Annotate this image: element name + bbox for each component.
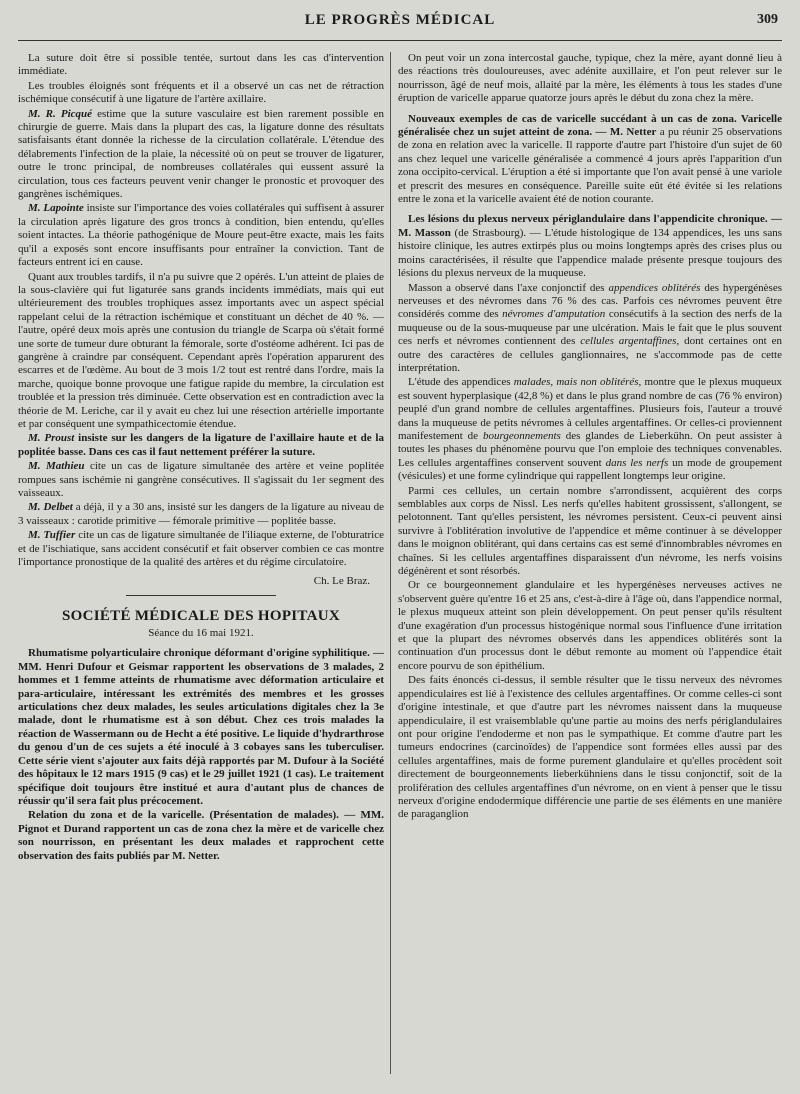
text-columns — [18, 52, 782, 1074]
paragraph: M. Delbet a déjà, il y a 30 ans, insisté sur les dangers de la ligature au niveau de 3 vaisseaux : carotide primitive — fémorale primitive — poplitée basse. — [18, 501, 384, 527]
speaker-name: M. R. Picqué — [28, 107, 93, 120]
column-divider — [390, 52, 391, 1074]
page-header — [18, 0, 782, 41]
speaker-name: M. Mathieu — [28, 460, 85, 473]
speaker-name: M. Tuffier — [28, 529, 76, 542]
paragraph: Quant aux troubles tardifs, il n'a pu suivre que 2 opérés. L'un atteint de plaies de la sous-clavière qui fut ligaturée sans grands incidents immédiats, mais qui eut ultérieurement des troubles trophiques assez importants avec un aspect spécial rappelant celui de la rétraction ischémique et constituant un déchet de 40 %. — l'autre, opéré deux mois après une contusion du triangle de Scarpa où s'était formé une sorte de tumeur dure obturant la fémorale, sorte d'ostéome adhérent. Ici pas de gangrène à craindre par conséquent. Cependant après l'opération apparurent des escarres et de l'œdème. Au bout de 3 mois 1/2 tout est rentré dans l'ordre, mais la marche, quoique bonne provoque une fatigue rapide du membre, la circulation est troublée et la pression très diminuée. Cette observation est en contradiction avec la théorie de M. Leriche, car il y avait eu chez lui une résection artérielle importante et par conséquent une sympathicectomie étendue. — [18, 270, 384, 430]
speaker-name: M. Delbet — [28, 501, 73, 514]
paragraph: L'étude des appendices malades, mais non oblitérés, montre que le plexus muqueux est souvent hyperplasique (42,8 %) et dans le plus grand nombre de cas (76 % environ) peuplé d'un grand nombre de cellules argentaffines. Plusieurs fois, l'auteur a trouvé dans la muqueuse de petits névromes à cellules argentaffines. Or celles-ci proviennent manifestement de bourgeonnements des glandes de Lieberkühn. On peut assister à toutes les phases du phénomène pourvu que l'on emploie des techniques convenables. Les cellules argentaffines conservent souvent dans les nerfs un mode de groupement (vésicules) et une forme cylindrique qui rappellent longtemps leur origine. — [398, 376, 782, 483]
paragraph: Des faits énoncés ci-dessus, il semble résulter que le tissu nerveux des névromes appendiculaires est lié à l'existence des cellules argentaffines. Or comme celles-ci sont d'origine intestinale, et que d'autre part les névromes naissent dans la muqueuse appendiculaire, il est vraisemblable qu'une partie au moins des nerfs périglandulaires ont pour origine l'endoderme et non pas le sympathique. Et comme d'autre part les tumeurs endocrines (carcinoïdes) de l'appendice sont formées elles aussi par des cellules argentaffines, mais de forme purement glandulaire et qu'elles procèdent soit directement de bourgeonnements lieberkühniens dans le tissu conjonctif, soit de la prolifération des cellules argentaffines d'un névrome, on en vient à penser que le tissu nerveux d'origine endodermique différencie une partie de ses éléments en une manière de paraganglion — [398, 674, 782, 821]
page-number: 309 — [757, 12, 778, 27]
running-title: LE PROGRÈS MÉDICAL — [304, 12, 496, 28]
right-column — [398, 52, 782, 1074]
paragraph: Les lésions du plexus nerveux périglandulaire dans l'appendicite chronique. — M. Masson (de Strasbourg). — L'étude histologique de 134 appendices, les uns sans histoire clinique, les autres extirpés plus ou moins longtemps après des crises plus ou moins caractérisées, il résulte que l'appendice malade présente presque toujours des lésions du plexus nerveux de la muqueuse. — [398, 213, 782, 280]
paragraph: M. Lapointe insiste sur l'importance des voies collatérales qui suffisent à assurer la circulation après ligature des gros troncs à condition, bien entendu, qu'elles soient intactes. La théorie pathogénique de Moure peut-être exacte, mais les faits qu'il a exposés sont encore insuffisants pour entraîner la conviction. Tant de facteurs entrent ici en cause. — [18, 202, 384, 269]
paragraph: Rhumatisme polyarticulaire chronique déformant d'origine syphilitique. — MM. Henri Dufour et Geismar rapportent les observations de 3 malades, 2 hommes et 1 femme atteints de rhumatisme avec déformation articulaire et para-articulaire, intéressant les extrémités des membres et les grosses articulations chez deux malades, les seules articulations digitales chez la 3e malade, dont le rhumatisme est à son début. Chez ces trois malades la réaction de Wassermann ou de Hecht a été positive. Le liquide d'hydrarthrose du genou d'un de ces sujets a été inoculé à 3 cobayes sans les tuberculiser. Cette série vient s'ajouter aux faits déjà rapportés par M. Dufour à la Société des hôpitaux le 12 mars 1915 (9 cas) et le 29 juillet 1921 (1 cas). Le traitement spécifique doit toujours être institué et aura d'autant plus de chances de réussir qu'il sera fait plus précocement. — [18, 647, 384, 807]
paragraph: Les troubles éloignés sont fréquents et il a observé un cas net de rétraction ischémique consécutif à une ligature de l'artère axillaire. — [18, 79, 384, 106]
paragraph: Masson a observé dans l'axe conjonctif des appendices oblitérés des hypergénèses nerveuses et des névromes dans 76 % des cas. Parfois ces névromes peuvent être considérés comme des névromes d'amputation consécutifs à la section des nerfs de la muqueuse ou de la sous-muqueuse par une ulcération. Mais le fait que le plus souvent ces nerfs et névromes contiennent des cellules argentaffines, dont certaines ont en outre des caractères de cellules ganglionnaires, ne s'accommode pas de cette interprétation. — [398, 281, 782, 374]
paragraph: M. Proust insiste sur les dangers de la ligature de l'axillaire haute et de la poplitée basse. Dans ces cas il faut nettement préférer la suture. — [18, 432, 384, 458]
paragraph: Parmi ces cellules, un certain nombre s'arrondissent, acquièrent des corps semblables aux corps de Nissl. Les nerfs qu'elles habitent grossissent, s'allongent, se pelotonnent. Tant qu'elles persistent, les névromes persistent. Ceux-ci peuvent ainsi survivre à l'oblitération involutive de l'appendice et même continuer à se développer dans le moignon oblitérant, qui dans certains cas est semé d'innombrables névromes en chaînes. Si les cellules argentaffines disparaissent d'un névrome, les nerfs voisins dégénèrent et sont résorbés. — [398, 484, 782, 578]
paragraph: M. R. Picqué estime que la suture vasculaire est bien rarement possible en chirurgie de guerre. Mais dans la plupart des cas, la ligature donne des résultats satisfaisants étant donnée la richesse de la circulation collatérale. L'étendue des délabrements l'infection de la plaie, la nécessité où on peut se trouver de ligaturer, outre le tronc principal, de nombreuses collatérales qui eussent assuré la circulation, tous ces facteurs peuvent venir changer le pronostic et provoquer des gangrènes ischémiques. — [18, 107, 384, 201]
speaker-name: M. Proust — [28, 432, 75, 445]
paragraph: M. Tuffier cite un cas de ligature simultanée de l'iliaque externe, de l'obturatrice et de l'ischiatique, sans accident consécutif et fait observer combien ce cas montre l'importance pronostique de la qualité des artères et du régime circulatoire. — [18, 529, 384, 569]
paragraph: Or ce bourgeonnement glandulaire et les hypergénèses nerveuses actives ne s'observent guère qu'entre 16 et 25 ans, c'est-à-dire à l'âge où, dans l'appendice normal, le plexus muqueux atteint son plein développement. On peut penser qu'ils résultent d'une exagération d'un processus histogénique normal sous l'influence d'une irritation et que la plupart des névromes observés dans les appendices oblitérés sont la continuation d'un processus dont le début remonte au moment où l'appendice était encore pourvu de son épithélium. — [398, 579, 782, 672]
section-date: Séance du 16 mai 1921. — [148, 627, 254, 640]
paragraph: La suture doit être si possible tentée, surtout dans les cas d'intervention immédiate. — [18, 52, 384, 78]
paragraph: On peut voir un zona intercostal gauche, typique, chez la mère, ayant donné lieu à des réactions très douloureuses, avec adénite auxillaire, et l'on peut relever sur le nourrisson, âgé de neuf mois, allaité par la mère, les éléments à tous les stades d'une éruption de varicelle apparue quatorze jours après le début du zona chez la mère. — [398, 52, 782, 105]
paragraph: Nouveaux exemples de cas de varicelle succédant à un cas de zona. Varicelle généralisée chez un sujet atteint de zona. — M. Netter a pu réunir 25 observations de zona en relation avec la varicelle. Il rapporte d'autre part l'histoire d'un sujet de 60 ans chez lequel une varicelle généralisée a commencé 4 jours après l'apparition d'un zona occipito-cervical. L'éruption a été si importante que l'on avait pensé à une variole et prescrit des mesures en conséquence. Pareille suite eût été évitée si les relations entre le zona et la varicelle avaient été de notion courante. — [398, 112, 782, 206]
paragraph-lead: Les lésions du plexus nerveux périglandulaire dans l'appendicite chronique. — M. Masson — [398, 213, 782, 239]
author-signature: Ch. Le Braz. — [313, 575, 370, 588]
paragraph-lead: Nouveaux exemples de cas de varicelle succédant à un cas de zona. Varicelle généralisée chez un sujet atteint de zona. — M. Netter — [398, 112, 782, 139]
paragraph-lead: Rhumatisme polyarticulaire chronique déformant d'origine syphilitique. — MM. Henri Dufour et Geismar — [18, 647, 384, 673]
paragraph-lead: Relation du zona et de la varicelle. (Présentation de malades). — MM. Pignot et Durand — [18, 809, 384, 835]
paragraph: M. Mathieu cite un cas de ligature simultanée des artère et veine poplitée rompues sans ischémie ni gangrène consécutives. Il s'agissait du 1er segment des vaisseaux. — [18, 460, 384, 499]
left-column — [18, 52, 384, 1074]
section-title: SOCIÉTÉ MÉDICALE DES HOPITAUX — [61, 608, 341, 625]
paragraph: Relation du zona et de la varicelle. (Présentation de malades). — MM. Pignot et Durand rapportent un cas de zona chez la mère et de varicelle chez son nourrisson, en présentant les deux malades et rapprochent cette observation des faits publiés par M. Netter. — [18, 809, 384, 862]
section-divider — [126, 595, 276, 596]
speaker-name: M. Lapointe — [28, 202, 84, 215]
